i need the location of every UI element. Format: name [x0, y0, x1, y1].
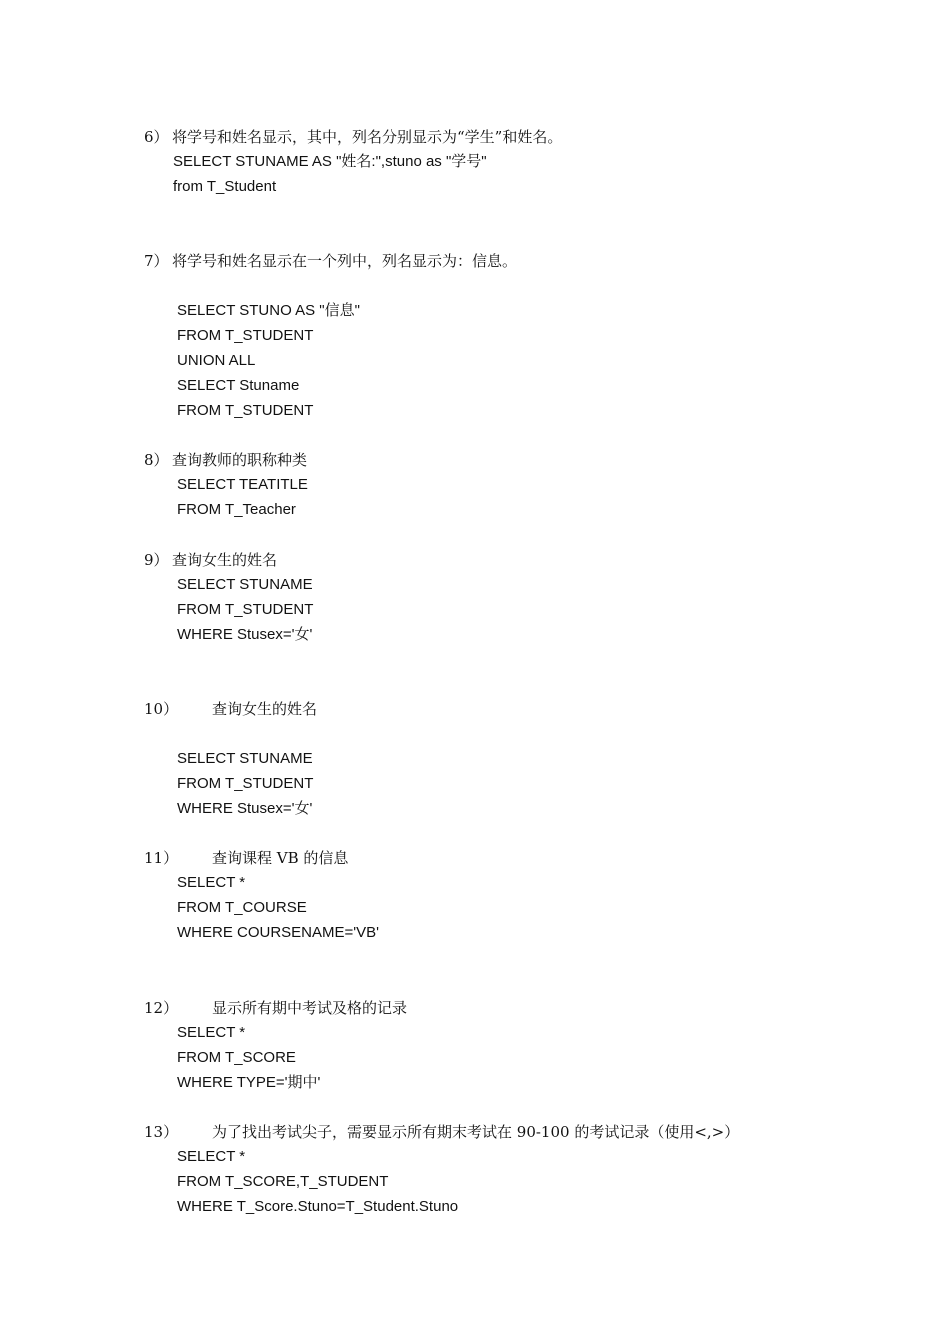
section-title: 显示所有期中考试及格的记录 [212, 999, 408, 1017]
section-title: 查询女生的姓名 [212, 700, 318, 718]
code-line: SELECT STUNAME [177, 576, 313, 593]
code-line: FROM T_STUDENT [177, 601, 314, 618]
section-9-heading [144, 550, 277, 570]
section-10-heading [144, 699, 317, 719]
section-number: 9） [144, 551, 169, 569]
code-line: FROM T_COURSE [177, 899, 307, 916]
code-line: WHERE COURSENAME='VB' [177, 924, 380, 941]
section-number: 6） [144, 128, 169, 146]
code-line: FROM T_STUDENT [177, 775, 314, 792]
code-line: SELECT TEATITLE [177, 476, 308, 493]
code-line: WHERE Stusex='女' [177, 800, 313, 817]
section-7-heading [144, 251, 517, 271]
code-line: WHERE Stusex='女' [177, 626, 313, 643]
code-line: SELECT STUNO AS "信息" [177, 302, 360, 319]
code-line: WHERE TYPE='期中' [177, 1074, 321, 1091]
code-line: SELECT * [177, 1024, 246, 1041]
section-number: 10） [144, 700, 179, 718]
section-title: 将学号和姓名显示，其中，列名分别显示为“学生”和姓名。 [172, 128, 563, 146]
code-line: SELECT Stuname [177, 377, 300, 394]
section-title: 为了找出考试尖子，需要显示所有期末考试在 90-100 的考试记录（使用<,>） [212, 1123, 740, 1141]
code-line: FROM T_STUDENT [177, 327, 314, 344]
section-number: 11） [144, 849, 179, 867]
code-line: FROM T_SCORE [177, 1049, 296, 1066]
section-8-heading [144, 450, 307, 470]
section-11-heading [144, 848, 348, 868]
code-line: SELECT STUNAME AS "姓名:",stuno as "学号" [173, 153, 487, 170]
code-line: WHERE T_Score.Stuno=T_Student.Stuno [177, 1198, 459, 1215]
section-12-heading [144, 998, 407, 1018]
code-line: FROM T_SCORE,T_STUDENT [177, 1173, 389, 1190]
code-line: SELECT * [177, 874, 246, 891]
section-number: 8） [144, 451, 169, 469]
section-title: 将学号和姓名显示在一个列中，列名显示为：信息。 [172, 252, 518, 270]
section-title: 查询女生的姓名 [172, 551, 278, 569]
section-number: 13） [144, 1123, 179, 1141]
code-line: FROM T_Teacher [177, 501, 296, 518]
code-line: from T_Student [173, 178, 277, 195]
section-title: 查询课程 VB 的信息 [212, 849, 349, 867]
section-title: 查询教师的职称种类 [172, 451, 308, 469]
code-line: UNION ALL [177, 352, 256, 369]
code-line: FROM T_STUDENT [177, 402, 314, 419]
code-line: SELECT * [177, 1148, 246, 1165]
section-number: 7） [144, 252, 169, 270]
section-13-heading [144, 1122, 739, 1142]
section-6-heading [144, 127, 562, 147]
code-line: SELECT STUNAME [177, 750, 313, 767]
section-number: 12） [144, 999, 179, 1017]
